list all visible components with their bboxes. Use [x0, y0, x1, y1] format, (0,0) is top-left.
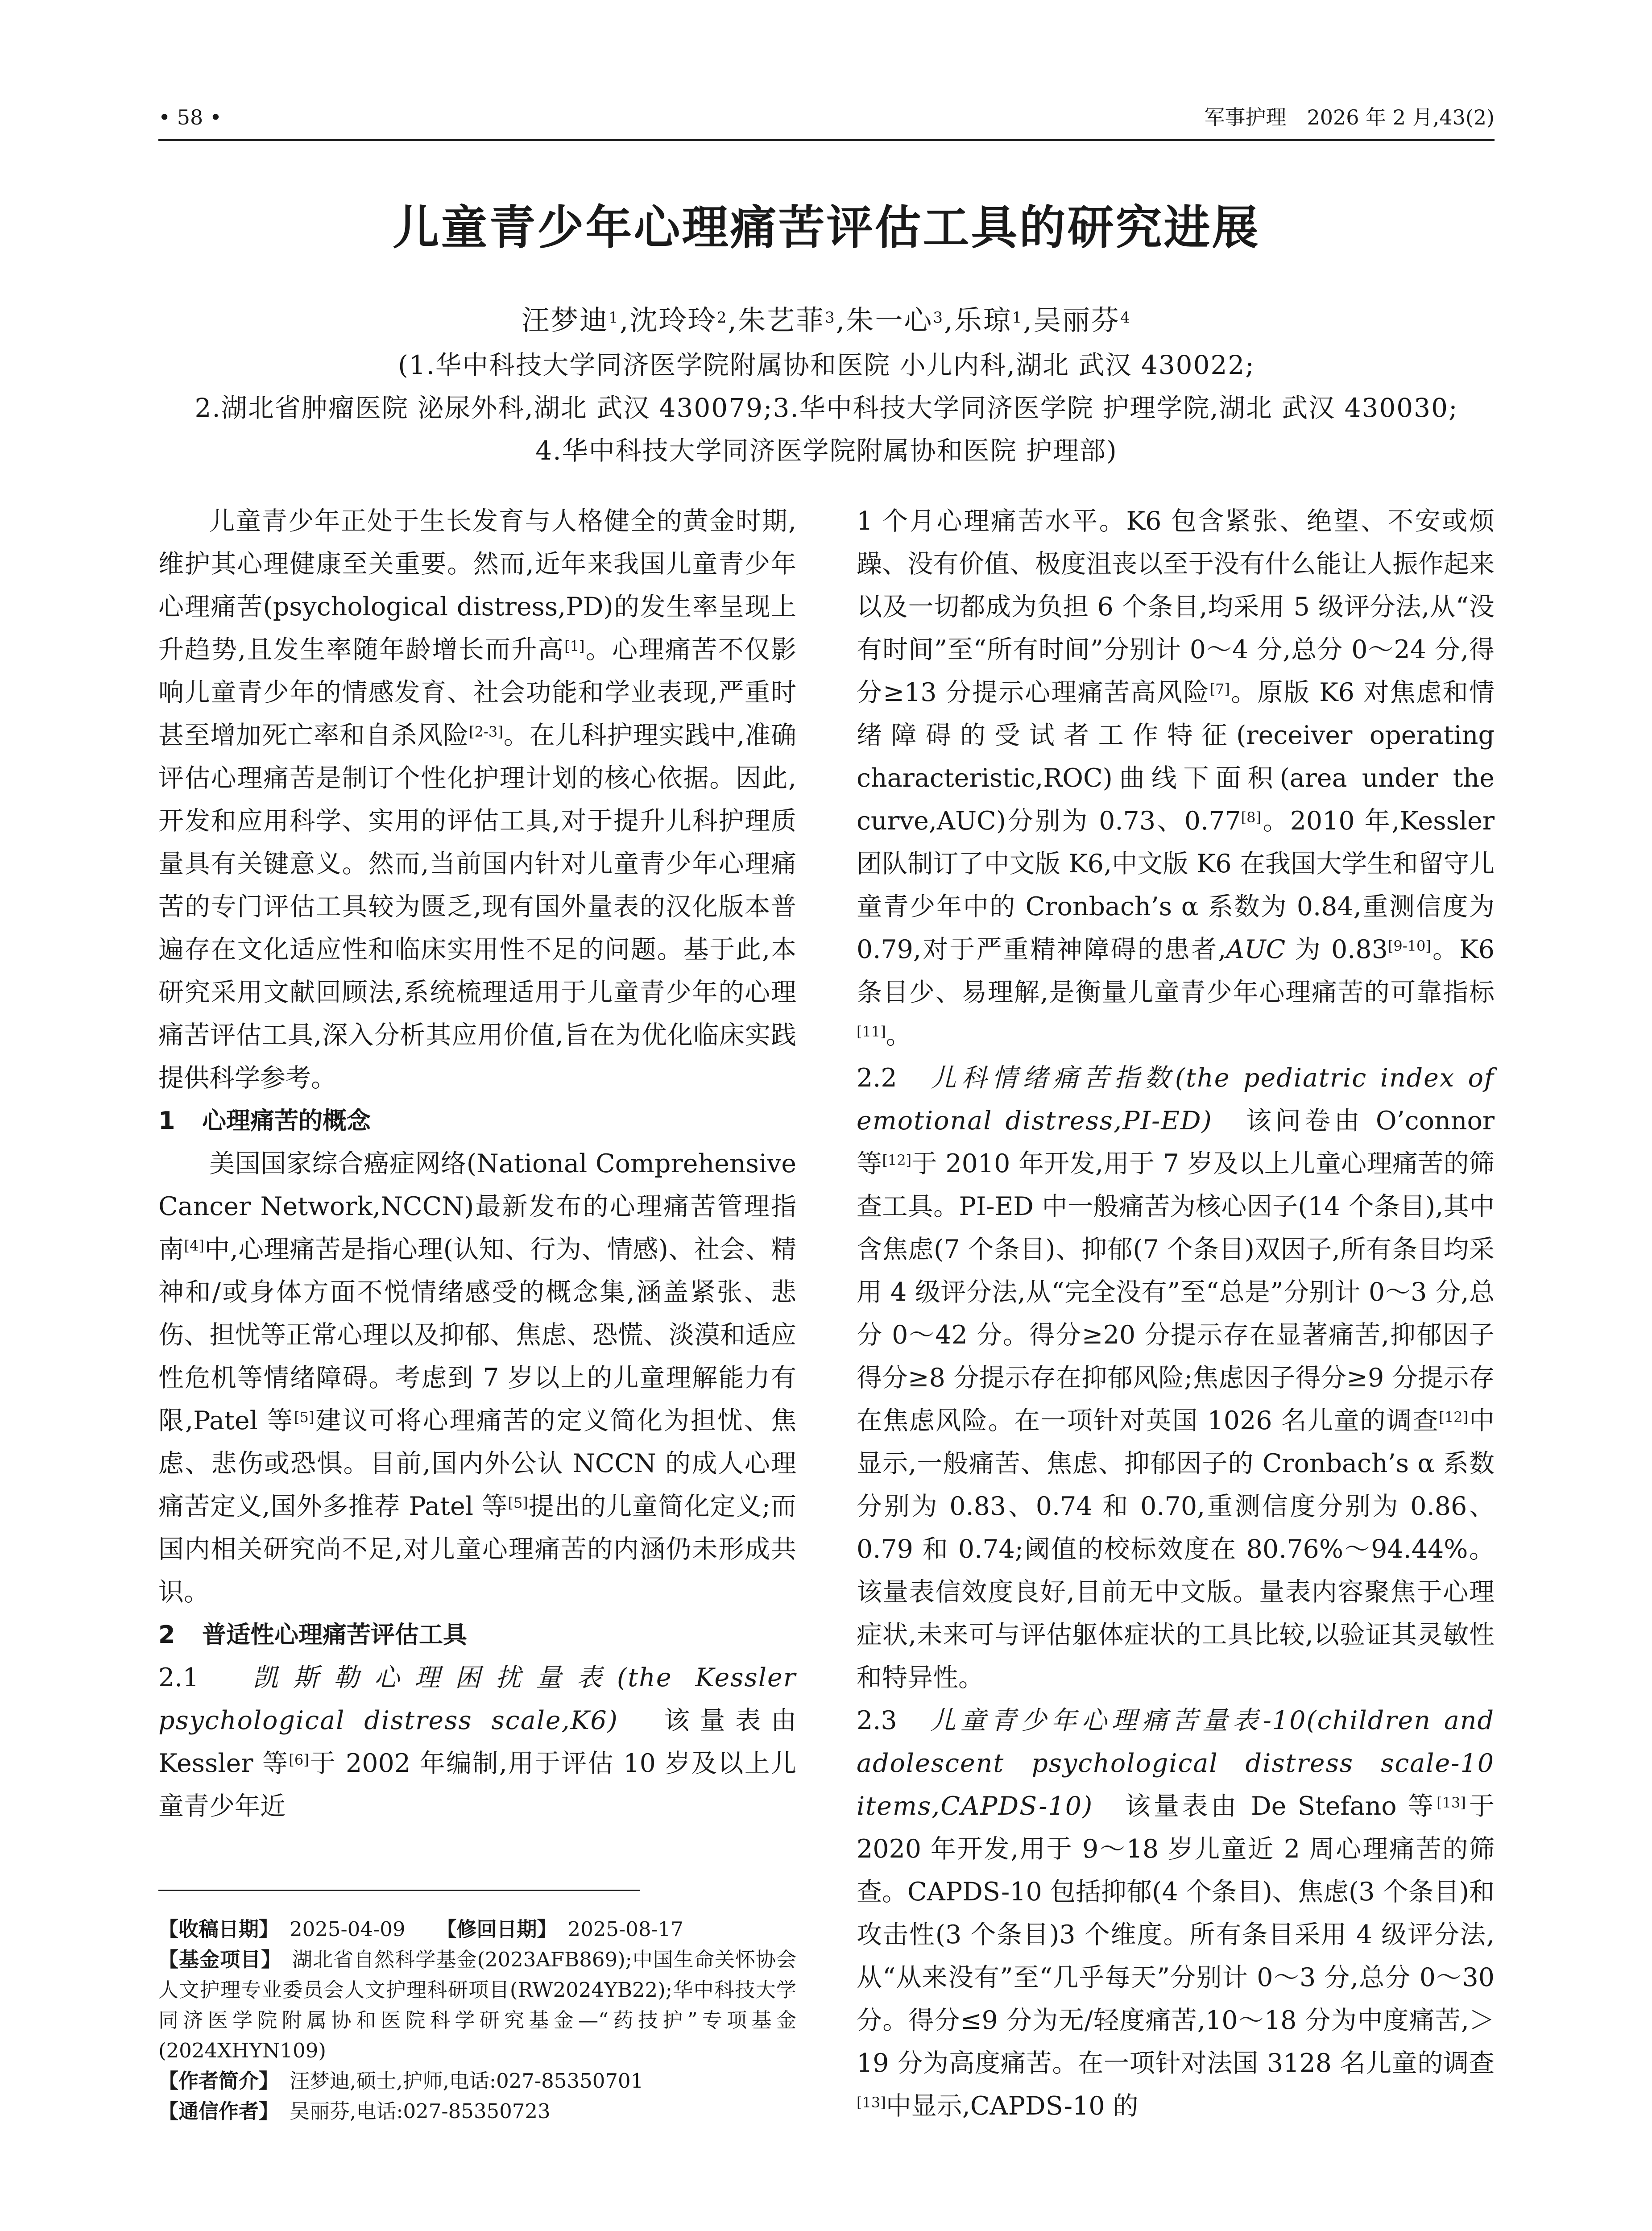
author-affiliation-mark: 2 — [716, 309, 728, 327]
header-divider — [158, 139, 1495, 141]
journal-citation: 军事护理 2026 年 2 月,43(2) — [1204, 105, 1495, 129]
author-affiliation-mark: 3 — [933, 309, 944, 327]
author-affiliation-mark: 3 — [825, 309, 836, 327]
subsection-number: 2.3 — [857, 1706, 897, 1735]
author-list — [158, 299, 1495, 342]
capds-paragraph — [857, 1699, 1495, 2127]
text-span: 中显示,CAPDS-10 的 — [886, 2091, 1139, 2121]
text-span: 该问卷由 O’connor 等 — [857, 1106, 1495, 1178]
author-affiliation-mark: 1 — [609, 309, 620, 327]
footnote-label: 【作者简介】 — [158, 2069, 279, 2093]
author-name: 吴丽芬 — [1033, 304, 1121, 336]
citation-ref: [9-10] — [1387, 937, 1431, 954]
footnote-label: 【收稿日期】 — [158, 1917, 279, 1941]
footnote-author — [158, 2066, 796, 2096]
author-name: 朱一心 — [846, 304, 933, 336]
text-span: 。2010 年,Kessler 团队制订了中文版 K6,中文版 K6 在我国大学生和留守儿童青少年中的 Cronbach’s α 系数为 0.84,重测信度为 0.79,对于严重精神障碍的患者, — [857, 806, 1495, 964]
text-span: 儿童青少年正处于生长发育与人格健全的黄金时期,维护其心理健康至关重要。然而,近年来我国儿童青少年心理痛苦(psychological distress,PD)的发生率呈现上升趋势,且发生率随年龄增长而升高 — [158, 506, 796, 664]
left-column — [158, 500, 796, 1828]
text-span: 于 2010 年开发,用于 7 岁及以上儿童心理痛苦的筛查工具。PI-ED 中一般痛苦为核心因子(14 个条目),其中含焦虑(7 个条目)、抑郁(7 个条目)双因子,所有条目均采用 4 级评分法,从“完全没有”至“总是”分别计 0～3 分,总分 0～42 分。得分≥20 分提示存在显著痛苦,抑郁因子得分≥8 分提示存在抑郁风险;焦虑因子得分≥9 分提示存在焦虑风险。在一项针对英国 1026 名儿童的调查 — [857, 1149, 1495, 1435]
citation-ref: [4] — [184, 1237, 204, 1254]
revised-date: 2025-08-17 — [567, 1917, 683, 1941]
author-separator: , — [619, 304, 630, 336]
received-date: 2025-04-09 — [290, 1917, 406, 1941]
citation-ref: [12] — [1439, 1409, 1469, 1426]
text-span: 。心理痛苦不仅影响儿童青少年的情感发育、社会功能和学业表现,严重时甚至增加死亡率和自杀风险 — [158, 635, 796, 750]
footnote-fund — [158, 1945, 796, 2066]
text-span: 美国国家综合癌症网络(National Comprehensive Cancer Network,NCCN)最新发布的心理痛苦管理指南 — [158, 1149, 796, 1264]
author-name: 朱艺菲 — [737, 304, 825, 336]
citation-ref: [6] — [289, 1751, 309, 1768]
footnote-divider — [158, 1890, 640, 1891]
section-number: 1 — [158, 1107, 175, 1135]
citation-ref: [12] — [882, 1152, 912, 1169]
pied-paragraph — [857, 1057, 1495, 1699]
subsection-title: 凯斯勒心理困扰量表(the Kessler psychological distress scale,K6) — [158, 1663, 797, 1735]
author-name: 沈玲玲 — [629, 304, 717, 336]
text-span: 中显示,一般痛苦、焦虑、抑郁因子的 Cronbach’s α 系数分别为 0.83、0.74 和 0.70,重测信度分别为 0.86、0.79 和 0.74;阈值的校标效度在 80.76%～94.44%。该量表信效度良好,目前无中文版。量表内容聚焦于心理症状,未来可与评估躯体症状的工具比较,以验证其灵敏性和特异性。 — [857, 1406, 1495, 1692]
text-span: 中,心理痛苦是指心理(认知、行为、情感)、社会、精神和/或身体方面不悦情绪感受的概念集,涵盖紧张、悲伤、担忧等正常心理以及抑郁、焦虑、恐慌、淡漠和适应性危机等情绪障碍。考虑到 7 岁以上的儿童理解能力有限,Patel 等 — [158, 1235, 797, 1435]
author-bio: 汪梦迪,硕士,护师,电话:027-85350701 — [290, 2069, 644, 2093]
section-heading-1 — [158, 1099, 796, 1142]
footnote-label: 【基金项目】 — [158, 1948, 282, 1971]
footnote-label: 【修回日期】 — [436, 1917, 557, 1941]
footnote-corresponding — [158, 2096, 796, 2127]
text-span: 该量表由 De Stefano 等 — [1125, 1791, 1437, 1821]
footnote-label: 【通信作者】 — [158, 2099, 279, 2123]
subsection-title: 儿童青少年心理痛苦量表-10(children and adolescent psychological distress scale-10 items,CAPDS-10) — [857, 1706, 1495, 1821]
citation-ref: [11] — [857, 1023, 886, 1040]
text-span: 1 个月心理痛苦水平。K6 包含紧张、绝望、不安或烦躁、没有价值、极度沮丧以至于没有什么能让人振作起来以及一切都成为负担 6 个条目,均采用 5 级评分法,从“没有时间”至“所有时间”分别计 0～4 分,总分 0～24 分,得分≥13 分提示心理痛苦高风险 — [857, 506, 1495, 707]
text-span: 提出的儿童简化定义;而国内相关研究尚不足,对儿童心理痛苦的内涵仍未形成共识。 — [158, 1492, 796, 1607]
section-title: 心理痛苦的概念 — [202, 1107, 371, 1135]
subsection-number: 2.2 — [857, 1063, 897, 1093]
citation-ref: [5] — [294, 1409, 315, 1426]
text-span: 。K6 条目少、易理解,是衡量儿童青少年心理痛苦的可靠指标 — [857, 935, 1495, 1007]
k6-paragraph-start — [158, 1656, 796, 1828]
author-affiliation-mark: 1 — [1012, 309, 1023, 327]
author-name: 汪梦迪 — [522, 304, 609, 336]
page-number: • 58 • — [158, 105, 222, 129]
text-span: 。在儿科护理实践中,准确评估心理痛苦是制订个性化护理计划的核心依据。因此,开发和应用科学、实用的评估工具,对于提升儿科护理质量具有关键意义。然而,当前国内针对儿童青少年心理痛苦的专门评估工具较为匮乏,现有国外量表的汉化版本普遍存在文化适应性和临床实用性不足的问题。基于此,本研究采用文献回顾法,系统梳理适用于儿童青少年的心理痛苦评估工具,深入分析其应用价值,旨在为优化临床实践提供科学参考。 — [158, 721, 796, 1093]
fund-text: 湖北省自然科学基金(2023AFB869);中国生命关怀协会人文护理专业委员会人文护理科研项目(RW2024YB22);华中科技大学同济医学院附属协和医院科学研究基金—“药技护”专项基金(2024XHYN109) — [158, 1948, 796, 2062]
concept-paragraph — [158, 1142, 796, 1613]
author-affiliation-mark: 4 — [1120, 309, 1131, 327]
author-separator: , — [944, 304, 954, 336]
citation-ref: [1] — [564, 638, 585, 655]
affiliation-line-1: (1.华中科技大学同济医学院附属协和医院 小儿内科,湖北 武汉 430022; — [398, 350, 1255, 380]
text-span: 于 2002 年编制,用于评估 10 岁及以上儿童青少年近 — [158, 1749, 796, 1821]
running-header — [158, 102, 1495, 133]
subsection-number: 2.1 — [158, 1663, 199, 1692]
section-heading-2 — [158, 1613, 796, 1656]
author-separator: , — [728, 304, 738, 336]
footnote-dates — [158, 1914, 796, 1945]
citation-ref: [13] — [857, 2094, 886, 2111]
affiliation-line-2: 2.湖北省肿瘤医院 泌尿外科,湖北 武汉 430079;3.华中科技大学同济医学院 护理学院,湖北 武汉 430030; — [195, 393, 1458, 423]
k6-paragraph-continued — [857, 500, 1495, 1057]
section-title: 普适性心理痛苦评估工具 — [202, 1621, 467, 1649]
text-span: 该量表由 Kessler 等 — [158, 1706, 797, 1778]
author-separator: , — [836, 304, 846, 336]
subsection-title: 儿科情绪痛苦指数(the pediatric index of emotional distress,PI-ED) — [857, 1063, 1495, 1136]
citation-ref: [5] — [508, 1494, 528, 1511]
text-span: 于 2020 年开发,用于 9～18 岁儿童近 2 周心理痛苦的筛查。CAPDS-10 包括抑郁(4 个条目)、焦虑(3 个条目)和攻击性(3 个条目)3 个维度。所有条目采用 4 级评分法,从“从来没有”至“几乎每天”分别计 0～3 分,总分 0～30 分。得分≤9 分为无/轻度痛苦,10～18 分为中度痛苦,＞19 分为高度痛苦。在一项针对法国 3128 名儿童的调查 — [857, 1791, 1495, 2078]
citation-ref: [13] — [1437, 1794, 1466, 1811]
text-span: 。原版 K6 对焦虑和情绪障碍的受试者工作特征(receiver operating characteristic,ROC)曲线下面积(area under the curve,AUC)分别为 0.73、0.77 — [857, 678, 1495, 836]
right-column — [857, 500, 1495, 2127]
intro-paragraph — [158, 500, 796, 1099]
text-span: 为 0.83 — [1285, 935, 1388, 964]
article-title: 儿童青少年心理痛苦评估工具的研究进展 — [393, 200, 1260, 255]
text-span: 建议可将心理痛苦的定义简化为担忧、焦虑、悲伤或恐惧。目前,国内外公认 NCCN 的成人心理痛苦定义,国外多推荐 Patel 等 — [158, 1406, 796, 1521]
text-span: 。 — [886, 1020, 911, 1050]
citation-ref: [8] — [1241, 809, 1261, 826]
corresponding-author: 吴丽芬,电话:027-85350723 — [290, 2099, 551, 2123]
italic-term: AUC — [1226, 935, 1286, 964]
footnotes — [158, 1914, 796, 2127]
citation-ref: [2-3] — [469, 723, 503, 740]
affiliation-line-3: 4.华中科技大学同济医学院附属协和医院 护理部) — [535, 435, 1118, 466]
section-number: 2 — [158, 1621, 175, 1649]
author-separator: , — [1023, 304, 1034, 336]
citation-ref: [7] — [1209, 680, 1230, 697]
author-name: 乐琼 — [954, 304, 1012, 336]
